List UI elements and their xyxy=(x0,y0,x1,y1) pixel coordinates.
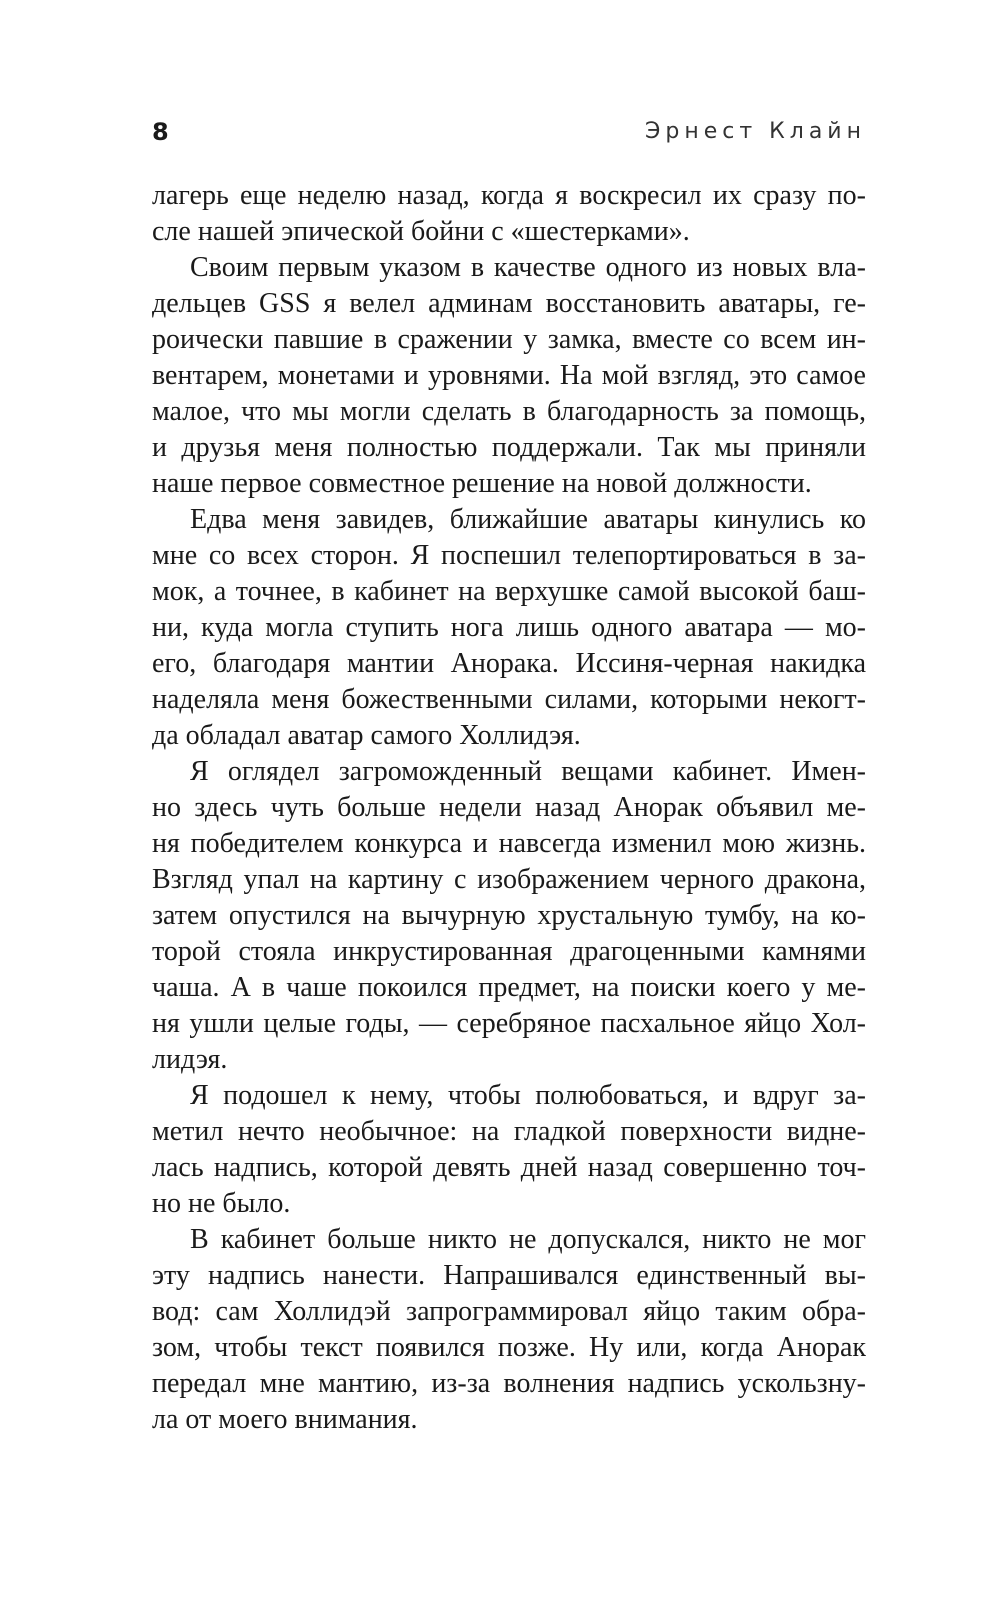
text-line: мне со всех сторон. Я поспешил телепортироваться в за- xyxy=(152,540,866,571)
text-line: мок, а точнее, в кабинет на верхушке самой высокой баш- xyxy=(152,576,866,607)
text-line: и друзья меня полностью поддержали. Так мы приняли xyxy=(152,432,866,463)
text-line: вод: сам Холлидэй запрограммировал яйцо таким обра- xyxy=(152,1296,866,1327)
page-header xyxy=(152,118,866,158)
text-line: малое, что мы могли сделать в благодарность за помощь, xyxy=(152,396,866,427)
paragraph xyxy=(152,1078,866,1222)
text-line: зом, чтобы текст появился позже. Ну или, когда Анорак xyxy=(152,1332,866,1363)
text-line: дельцев GSS я велел админам восстановить аватары, ге- xyxy=(152,288,866,319)
text-line: ла от моего внимания. xyxy=(152,1404,418,1435)
text-line: наделяла меня божественными силами, которыми некогт- xyxy=(152,684,866,715)
text-line: Взгляд упал на картину с изображением черного дракона, xyxy=(152,864,866,895)
paragraph xyxy=(152,754,866,1078)
text-line: да обладал аватар самого Холлидэя. xyxy=(152,720,581,751)
paragraph xyxy=(152,250,866,502)
paragraph xyxy=(152,502,866,754)
text-line: лась надпись, которой девять дней назад совершенно точ- xyxy=(152,1152,866,1183)
paragraph xyxy=(152,178,866,250)
text-line: Своим первым указом в качестве одного из новых вла- xyxy=(190,252,866,283)
text-line: Едва меня завидев, ближайшие аватары кинулись ко xyxy=(190,504,866,535)
text-line: но не было. xyxy=(152,1188,291,1219)
text-line: затем опустился на вычурную хрустальную тумбу, на ко- xyxy=(152,900,866,931)
text-line: эту надпись нанести. Напрашивался единственный вы- xyxy=(152,1260,866,1291)
text-line: наше первое совместное решение на новой должности. xyxy=(152,468,812,499)
text-line: но здесь чуть больше недели назад Анорак объявил ме- xyxy=(152,792,866,823)
page-number: 8 xyxy=(152,118,169,146)
text-line: передал мне мантию, из-за волнения надпись ускользну- xyxy=(152,1368,866,1399)
text-line: ня ушли целые годы, — серебряное пасхальное яйцо Хол- xyxy=(152,1008,866,1039)
text-line: торой стояла инкрустированная драгоценными камнями xyxy=(152,936,866,967)
text-line: метил нечто необычное: на гладкой поверхности видне- xyxy=(152,1116,866,1147)
text-line: сле нашей эпической бойни с «шестерками». xyxy=(152,216,690,247)
text-line: Я оглядел загроможденный вещами кабинет. Имен- xyxy=(190,756,866,787)
text-line: лидэя. xyxy=(152,1044,228,1075)
text-line: ни, куда могла ступить нога лишь одного аватара — мо- xyxy=(152,612,866,643)
text-line: роически павшие в сражении у замка, вместе со всем ин- xyxy=(152,324,866,355)
text-line: В кабинет больше никто не допускался, никто не мог xyxy=(190,1224,866,1255)
text-line: ня победителем конкурса и навсегда изменил мою жизнь. xyxy=(152,828,866,859)
body-text xyxy=(152,178,866,1438)
text-line: лагерь еще неделю назад, когда я воскресил их сразу по- xyxy=(152,180,866,211)
text-line: Я подошел к нему, чтобы полюбоваться, и вдруг за- xyxy=(190,1080,866,1111)
text-line: чаша. А в чаше покоился предмет, на поиски коего у ме- xyxy=(152,972,866,1003)
paragraph xyxy=(152,1222,866,1438)
running-head-author: Эрнест Клайн xyxy=(645,119,866,144)
text-line: его, благодаря мантии Анорака. Иссиня-черная накидка xyxy=(152,648,866,679)
text-line: вентарем, монетами и уровнями. На мой взгляд, это самое xyxy=(152,360,866,391)
